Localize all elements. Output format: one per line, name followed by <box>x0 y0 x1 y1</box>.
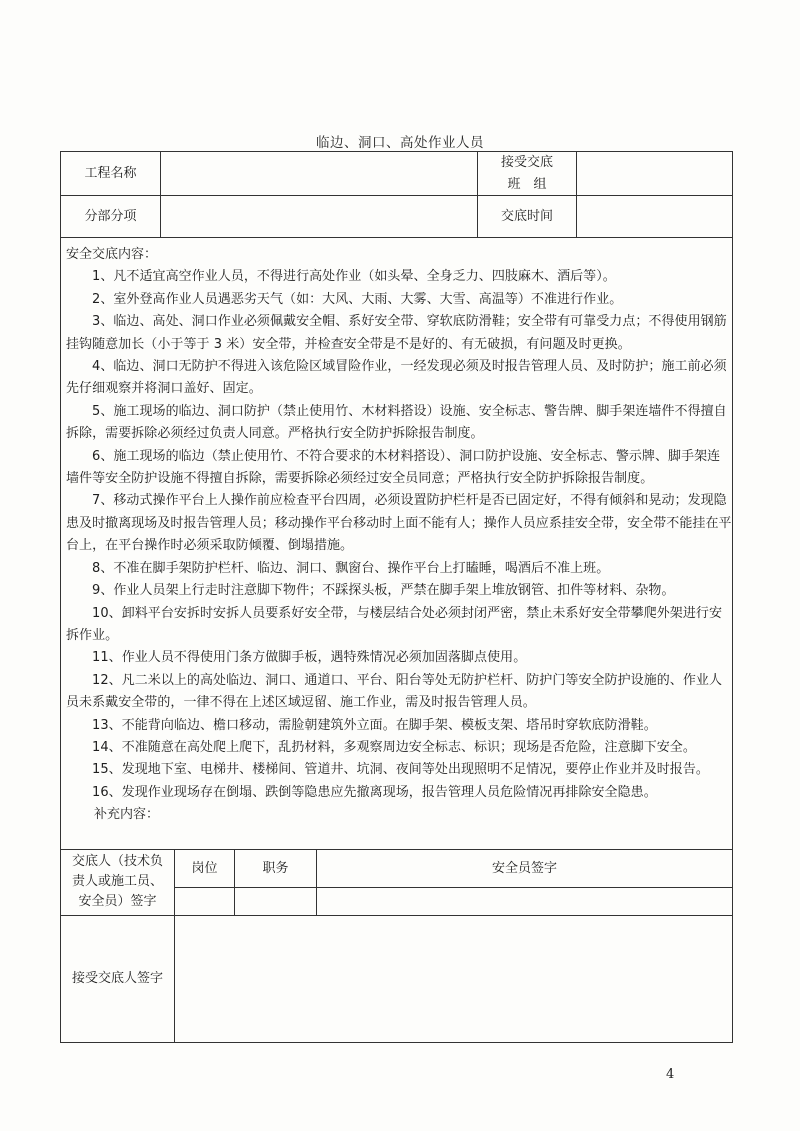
discloser-label-line3: 安全员）签字 <box>78 894 157 909</box>
content-heading: 安全交底内容： <box>66 247 158 262</box>
list-item: 13、不能背向临边、檐口移动，需脸朝建筑外立面。在脚手架、模板支架、塔吊时穿软底防滑鞋。 <box>92 717 657 733</box>
list-item: 8、不准在脚手架防护栏杆、临边、洞口、飘窗台、操作平台上打瞌睡，喝酒后不准上班。 <box>92 560 610 576</box>
receive-team-field[interactable] <box>577 152 732 195</box>
page-number: 4 <box>666 1067 675 1082</box>
receive-team-label-line2: 班 组 <box>507 176 547 192</box>
discloser-signature-label <box>61 852 174 912</box>
position-field[interactable] <box>175 888 234 915</box>
list-item: 5、施工现场的临边、洞口防护（禁止使用竹、木材料搭设）设施、安全标志、警告牌、脚手架连墙件不得擅自拆除，需要拆除必须经过负责人同意。严格执行安全防护拆除报告制度。 <box>66 403 727 442</box>
date-field[interactable] <box>577 196 732 237</box>
discloser-label-line2: 责人或施工员、 <box>71 874 163 889</box>
list-item: 9、作业人员架上行走时注意脚下物件；不踩探头板，严禁在脚手架上堆放钢管、扣件等材料、杂物。 <box>92 583 675 599</box>
list-item: 2、室外登高作业人员遇恶劣天气（如：大风、大雨、大雾、大雪、高温等）不准进行作业。 <box>92 291 623 307</box>
list-item: 4、临边、洞口无防护不得进入该危险区域冒险作业，一经发现必须及时报告管理人员、及时防护；施工前必须先仔细观察并将洞口盖好、固定。 <box>66 359 727 397</box>
supplement-label: 补充内容： <box>94 807 160 823</box>
safety-officer-header: 安全员签字 <box>491 860 557 876</box>
position-header: 岗位 <box>191 860 218 876</box>
discloser-label-line1: 交底人（技术负 <box>71 854 163 869</box>
list-item: 11、作业人员不得使用门条方做脚手板，遇特殊情况必须加固落脚点使用。 <box>92 650 527 666</box>
list-item: 7、移动式操作平台上人操作前应检查平台四周，必须设置防护栏杆是否已固定好，不得有倾斜和晃动；发现隐患及时撤离现场及时报告管理人员；移动操作平台移动时上面不能有人；操作人员应系挂安全带，安全带不能挂在平台上，在平台操作时必须采取防倾覆、倒塌措施。 <box>66 493 732 554</box>
receive-team-label-line1: 接受交底 <box>500 154 553 170</box>
receive-team-label <box>478 152 576 195</box>
document-title: 临边、洞口、高处作业人员 <box>316 135 484 151</box>
receiver-signature-label: 接受交底人签字 <box>71 971 163 986</box>
list-item: 10、卸料平台安拆时安拆人员要系好安全带，与楼层结合处必须封闭严密，禁止未系好安全带攀爬外架进行安拆作业。 <box>66 605 722 643</box>
subproject-label: 分部分项 <box>84 208 137 224</box>
receiver-signature-field[interactable] <box>175 916 732 1042</box>
project-name-label: 工程名称 <box>84 165 137 181</box>
duty-header: 职务 <box>262 860 289 876</box>
list-item: 6、施工现场的临边（禁止使用竹、不符合要求的木材料搭设）、洞口防护设施、安全标志、警示牌、脚手架连墙件等安全防护设施不得擅自拆除，需要拆除必须经过安全员同意；严格执行安全防护拆除报告制度。 <box>66 448 721 487</box>
list-item: 15、发现地下室、电梯井、楼梯间、管道井、坑洞、夜间等处出现照明不足情况，要停止作业并及时报告。 <box>92 762 709 778</box>
safety-officer-signature-field[interactable] <box>317 888 732 915</box>
subproject-field[interactable] <box>161 196 477 237</box>
list-item: 12、凡二米以上的高处临边、洞口、通道口、平台、阳台等处无防护栏杆、防护门等安全防护设施的、作业人员未系戴安全带的，一律不得在上述区域逗留、施工作业，需及时报告管理人员。 <box>66 672 722 711</box>
project-name-field[interactable] <box>161 152 477 195</box>
list-item: 3、临边、高处、洞口作业必须佩戴安全帽、系好安全带、穿软底防滑鞋；安全带有可靠受力点；不得使用钢筋挂钩随意加长（小于等于 3 米）安全带，并检查安全带是不是好的、有无破损，有问题及时更换。 <box>66 314 727 352</box>
duty-field[interactable] <box>235 888 316 915</box>
list-item: 1、凡不适宜高空作业人员，不得进行高处作业（如头晕、全身乏力、四肢麻木、酒后等）。 <box>92 269 616 285</box>
safety-content <box>66 244 732 827</box>
list-item: 14、不准随意在高处爬上爬下，乱扔材料，多观察周边安全标志、标识；现场是否危险，注意脚下安全。 <box>92 739 696 755</box>
list-item: 16、发现作业现场存在倒塌、跌倒等隐患应先撤离现场，报告管理人员危险情况再排除安全隐患。 <box>92 784 657 800</box>
date-label: 交底时间 <box>500 208 553 224</box>
